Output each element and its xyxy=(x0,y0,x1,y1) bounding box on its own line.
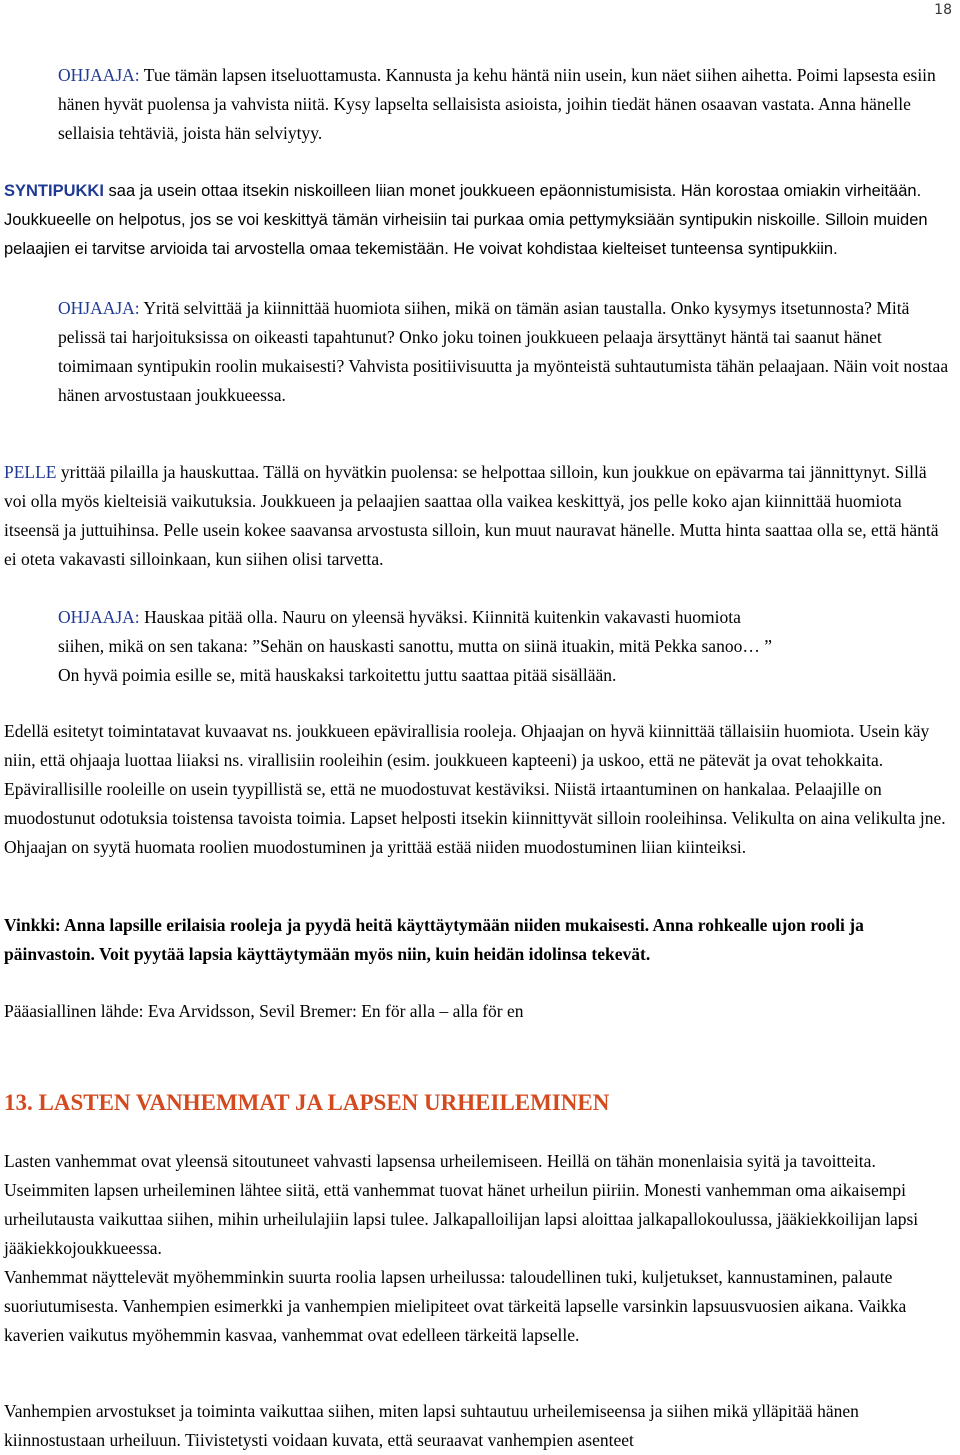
parents-paragraph-2: Vanhemmat näyttelevät myöhemminkin suurta roolia lapsen urheilussa: taloudellinen tuki, kuljetukset, kannustaminen, palaute suoriutumisesta. Vanhempien esimerkki ja vanhempien mielipiteet ovat tärkeitä lapselle varsinkin lapsuusvuosien aikana. Vaikka kaverien vaikutus myöhemmin kasvaa, vanhemmat ovat edelleen tärkeitä lapselle. xyxy=(4,1267,907,1345)
informal-roles-paragraph: Edellä esitetyt toimintatavat kuvaavat ns. joukkueen epävirallisia rooleja. Ohjaajan on hyvä kiinnittää tällaisiin huomiota. Usein käy niin, että ohjaaja luottaa liiaksi ns. virallisiin rooleihin (esim. joukkueen kapteeni) ja uskoo, että ne pätevät ja ovat tehokkaita. Epävirallisille rooleille on usein tyypillistä se, että ne muodostuvat kestäviksi. Niistä irtaantuminen on hankalaa. Pelaajille on muodostunut odotuksia toistensa tavoista toimia. Lapset helposti itsekin kiinnittyvät silloin rooleihinsa. Velikulta on aina velikulta jne. Ohjaajan on syytä huomata roolien muodostuminen ja yrittää estää niiden muodostuminen liian kiinteiksi. xyxy=(4,721,946,857)
scapegoat-text: saa ja usein ottaa itsekin niskoilleen liian monet joukkueen epäonnistumisista. Hän korostaa omiakin virheitään. Joukkueelle on helpotus, jos se voi keskittyä tämän virheisiin tai purkaa omia pettymyksiään syntipukin niskoille. Silloin muiden pelaajien ei tarvitse arvioida tai arvostella omaa tekemistään. He voivat kohdistaa kielteiset tunteensa syntipukkiin. xyxy=(4,182,928,258)
coach-advice-line: siihen, mikä on sen takana: ”Sehän on hauskasti sanottu, mutta on siinä ituakin, mitä Pekka sanoo… ” xyxy=(58,636,772,656)
page-number: 18 xyxy=(934,2,952,18)
coach-advice-line xyxy=(58,603,954,632)
coach-advice-text: Tue tämän lapsen itseluottamusta. Kannusta ja kehu häntä niin usein, kun näet siihen aihetta. Poimi lapsesta esiin hänen hyvät puolensa ja vahvista niitä. Kysy lapselta sellaisista asioista, joihin tiedät hänen osaavan vastata. Anna hänelle sellaisia tehtäviä, joista hän selviytyy. xyxy=(58,65,936,143)
role-scapegoat xyxy=(4,177,952,264)
coach-advice-line: On hyvä poimia esille se, mitä hauskaksi tarkoitettu juttu saattaa pitää sisällään. xyxy=(58,665,617,685)
parents-paragraph-1: Lasten vanhemmat ovat yleensä sitoutuneet vahvasti lapsensa urheilemiseen. Heillä on tähän monenlaisia syitä ja tavoitteita. Useimmiten lapsen urheileminen lähtee siitä, että vanhemmat tuovat hänet urheilun piiriin. Monesti vanhemman oma aikaisempi urheilutausta vaikuttaa siihen, mihin urheilulajiin lapsi tulee. Jalkapalloilijan lapsi aloittaa jalkapallokoulussa, jääkiekkoilijan lapsi jääkiekkojoukkueessa. xyxy=(4,1151,919,1258)
coach-advice-clown xyxy=(58,603,954,690)
coach-advice-text: Hauskaa pitää olla. Nauru on yleensä hyväksi. Kiinnitä kuitenkin vakavasti huomiota xyxy=(144,607,741,627)
coach-label: OHJAAJA: xyxy=(58,65,140,85)
scapegoat-label: SYNTIPUKKI xyxy=(4,182,104,200)
source-line: Pääasiallinen lähde: Eva Arvidsson, Sevil Bremer: En för alla – alla för en xyxy=(4,1001,524,1021)
coach-label: OHJAAJA: xyxy=(58,298,140,318)
clown-text: yrittää pilailla ja hauskuttaa. Tällä on hyvätkin puolensa: se helpottaa silloin, kun joukkue on epävarma tai jännittynyt. Sillä voi olla myös kielteisiä vaikutuksia. Joukkueen ja pelaajien saattaa olla vaikea keskittyä, jos pelle koko ajan kiinnittää huomiota itseensä ja juttuihinsa. Pelle usein kokee saavansa arvostusta silloin, kun muut nauravat hänelle. Mutta hinta saattaa olla se, että häntä ei oteta vakavasti silloinkaan, kun siihen olisi tarvetta. xyxy=(4,462,939,569)
tip-paragraph: Vinkki: Anna lapsille erilaisia rooleja ja pyydä heitä käyttäytymään niiden mukaisesti. Anna rohkealle ujon rooli ja päinvastoin. Voit pyytää lapsia käyttäytymään myös niin, kuin heidän idolinsa tekevät. xyxy=(4,915,864,964)
coach-advice-self-esteem xyxy=(58,61,954,148)
chapter-heading: 13. LASTEN VANHEMMAT JA LAPSEN URHEILEMINEN xyxy=(4,1090,610,1115)
coach-advice-scapegoat xyxy=(58,294,954,410)
parents-paragraph-3: Vanhempien arvostukset ja toiminta vaikuttaa siihen, miten lapsi suhtautuu urheilemiseensa ja siihen mikä ylläpitää hänen kiinnostustaan urheiluun. Tiivistetysti voidaan kuvata, että seuraavat vanhempien asenteet xyxy=(4,1401,859,1450)
coach-label: OHJAAJA: xyxy=(58,607,140,627)
coach-advice-text: Yritä selvittää ja kiinnittää huomiota siihen, mikä on tämän asian taustalla. Onko kysymys itsetunnosta? Mitä pelissä tai harjoituksissa on oikeasti tapahtunut? Onko joku toinen joukkueen pelaaja ärsyttänyt häntä tai saanut hänet toimimaan syntipukin roolin mukaisesti? Vahvista positiivisuutta ja myönteistä suhtautumista tähän pelaajaan. Näin voit nostaa hänen arvostustaan joukkueessa. xyxy=(58,298,949,405)
role-clown xyxy=(4,458,952,574)
clown-label: PELLE xyxy=(4,462,57,482)
